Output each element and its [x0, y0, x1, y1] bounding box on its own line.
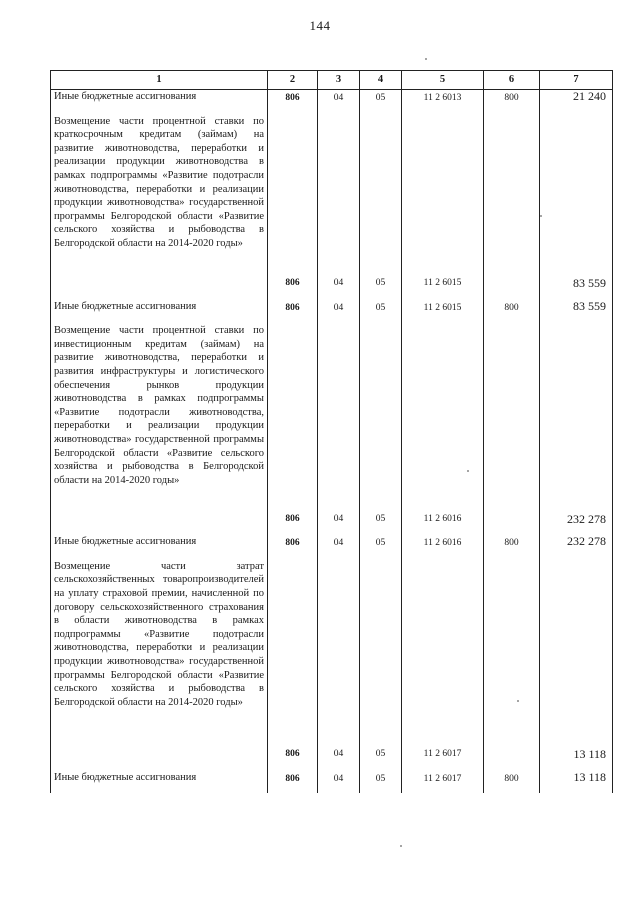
cell-section: 04	[318, 560, 360, 762]
cell-section: 04	[318, 535, 360, 551]
cell-ministry-code: 806	[268, 771, 318, 793]
cell-subsection: 05	[360, 90, 402, 106]
table-row	[51, 771, 613, 793]
cell-section: 04	[318, 771, 360, 793]
cell-target-article: 11 2 6016	[402, 535, 484, 551]
cell-amount: 13 118	[540, 771, 613, 793]
cell-target-article: 11 2 6013	[402, 90, 484, 106]
row-name: Возмещение части процентной ставки по краткосрочным кредитам (займам) на развитие животноводства, переработки и реализации продукции животноводства в рамках подпрограммы «Развитие подотрасли животноводства, переработки и реализации продукции животноводства» государственной программы Белгородской области «Развитие сельского хозяйства и рыбоводства в Белгородской области на 2014-2020 годы»	[51, 115, 268, 291]
column-header: 4	[360, 71, 402, 90]
scan-speck	[400, 845, 402, 847]
cell-ministry-code: 806	[268, 90, 318, 106]
row-name: Иные бюджетные ассигнования	[51, 300, 268, 316]
cell-expense-type	[484, 560, 540, 762]
table-row	[51, 300, 613, 316]
table-row	[51, 324, 613, 526]
row-name: Иные бюджетные ассигнования	[51, 771, 268, 793]
cell-ministry-code: 806	[268, 115, 318, 291]
cell-section: 04	[318, 115, 360, 291]
row-name: Иные бюджетные ассигнования	[51, 90, 268, 106]
cell-amount: 83 559	[540, 115, 613, 291]
cell-subsection: 05	[360, 771, 402, 793]
cell-section: 04	[318, 324, 360, 526]
cell-subsection: 05	[360, 324, 402, 526]
row-name: Иные бюджетные ассигнования	[51, 535, 268, 551]
cell-target-article: 11 2 6016	[402, 324, 484, 526]
cell-expense-type: 800	[484, 535, 540, 551]
cell-expense-type	[484, 324, 540, 526]
column-header: 6	[484, 71, 540, 90]
table-row	[51, 115, 613, 291]
scan-speck	[540, 215, 542, 217]
cell-target-article: 11 2 6015	[402, 300, 484, 316]
cell-amount: 13 118	[540, 560, 613, 762]
cell-expense-type: 800	[484, 771, 540, 793]
row-name: Возмещение части процентной ставки по инвестиционным кредитам (займам) на развитие животноводства, переработки и развития инфраструктуры и логистического обеспечения рынков продукции животноводства в рамках подпрограммы «Развитие подотрасли животноводства, переработки и реализации продукции животноводства» государственной программы Белгородской области «Развитие сельского хозяйства и рыбоводства в Белгородской области на 2014-2020 годы»	[51, 324, 268, 526]
scan-speck	[425, 58, 427, 60]
cell-target-article: 11 2 6017	[402, 560, 484, 762]
cell-amount: 21 240	[540, 90, 613, 106]
cell-amount: 232 278	[540, 535, 613, 551]
scan-speck	[467, 470, 469, 472]
cell-ministry-code: 806	[268, 300, 318, 316]
table-row	[51, 560, 613, 762]
column-header: 3	[318, 71, 360, 90]
page-number: 144	[309, 18, 331, 33]
cell-expense-type: 800	[484, 90, 540, 106]
cell-subsection: 05	[360, 115, 402, 291]
table-row	[51, 535, 613, 551]
column-header: 7	[540, 71, 613, 90]
cell-amount: 232 278	[540, 324, 613, 526]
cell-expense-type: 800	[484, 300, 540, 316]
cell-target-article: 11 2 6017	[402, 771, 484, 793]
cell-expense-type	[484, 115, 540, 291]
table-row	[51, 90, 613, 106]
cell-section: 04	[318, 300, 360, 316]
cell-subsection: 05	[360, 535, 402, 551]
column-header: 5	[402, 71, 484, 90]
row-name: Возмещение части затрат сельскохозяйственных товаропроизводителей на уплату страховой премии, начисленной по договору сельскохозяйственного страхования в области животноводства в рамках подпрограммы «Развитие подотрасли животноводства, переработки и реализации продукции животноводства» государственной программы Белгородской области «Развитие сельского хозяйства и рыбоводства в Белгородской области на 2014-2020 годы»	[51, 560, 268, 762]
cell-ministry-code: 806	[268, 324, 318, 526]
cell-section: 04	[318, 90, 360, 106]
column-header: 1	[51, 71, 268, 90]
column-header: 2	[268, 71, 318, 90]
cell-subsection: 05	[360, 560, 402, 762]
cell-amount: 83 559	[540, 300, 613, 316]
cell-subsection: 05	[360, 300, 402, 316]
cell-ministry-code: 806	[268, 535, 318, 551]
cell-ministry-code: 806	[268, 560, 318, 762]
cell-target-article: 11 2 6015	[402, 115, 484, 291]
budget-table	[50, 70, 613, 793]
scan-speck	[517, 700, 519, 702]
table-header-row	[51, 71, 613, 90]
